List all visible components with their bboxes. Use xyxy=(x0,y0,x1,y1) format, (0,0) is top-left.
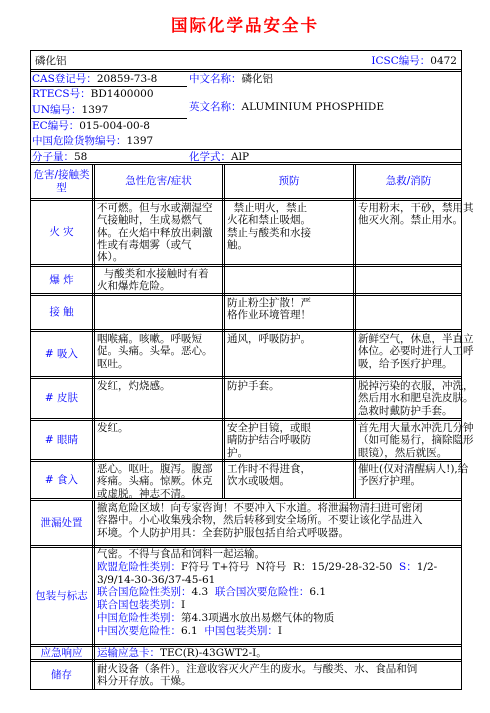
row-type-label: # 食入 xyxy=(44,473,79,486)
cell-line: 专用粉末，干砂，禁用其 xyxy=(358,202,474,214)
header-prevention-label: 预防 xyxy=(278,175,300,187)
cn-hazard xyxy=(97,612,459,625)
card-title: 国际化学品安全卡 xyxy=(171,16,319,35)
cell-line: 或虚脱。神志不清。 xyxy=(97,487,192,500)
cn-danger-number xyxy=(32,135,153,147)
cell-line: 不可燃。但与水或潮湿空 xyxy=(97,202,213,214)
cell-line: 火花和禁止吸烟。 xyxy=(227,214,311,227)
ec-label: EC编号： xyxy=(32,120,80,132)
rtecs-value: BD1400000 xyxy=(90,88,154,100)
row-type-label: # 皮肤 xyxy=(44,392,79,404)
cn-danger-label: 中国危险货物编号： xyxy=(32,135,127,147)
name-en-field xyxy=(189,101,384,113)
emergency-text xyxy=(95,647,461,659)
storage-label-text: 储存 xyxy=(51,669,72,681)
cell-line: （如可能易行，摘除隐形 xyxy=(358,434,474,447)
divider xyxy=(31,293,461,296)
icsc-value: 0472 xyxy=(430,55,457,67)
chemical-name: 磷化铝 xyxy=(35,55,67,67)
un-hazard-value: 4.3 xyxy=(191,586,215,599)
packaging-line1: 气密。不得与食品和饲料一起运输。 xyxy=(97,548,265,560)
un-packing xyxy=(97,599,459,612)
s-value: 1/2-3/9/14-30-36/37-45-61 xyxy=(97,560,438,586)
emergency-label-text: 应急响应 xyxy=(40,646,83,659)
un-number xyxy=(32,104,108,116)
name-en-label: 英文名称： xyxy=(189,101,242,113)
divider xyxy=(31,418,461,421)
cell-line: 吸，给予医疗护理。 xyxy=(358,357,453,370)
cell-line: 触。 xyxy=(227,238,248,251)
cell-line: 发红。 xyxy=(97,422,129,434)
row-type-label: 火 灾 xyxy=(49,226,74,238)
storage-label xyxy=(31,662,92,689)
cell-line: 禁止明火，禁止 xyxy=(227,202,308,214)
cn-pack-value: I xyxy=(277,624,283,637)
cell-line: 呕吐。 xyxy=(97,357,129,370)
row-firstaid-cell xyxy=(356,202,474,227)
cell-line: 护。 xyxy=(227,446,248,459)
row-type-label: 接 触 xyxy=(49,306,74,318)
un-pack-value: I xyxy=(181,599,186,612)
packaging-text xyxy=(95,548,461,638)
ec-value: 015-004-00-8 xyxy=(79,120,150,132)
row-hazard-cell xyxy=(95,202,222,263)
divider xyxy=(31,459,461,462)
cell-line: 禁止与酸类和水接 xyxy=(227,226,311,239)
header-hazard xyxy=(95,165,222,198)
cas-number xyxy=(32,73,157,85)
packaging-label xyxy=(31,548,92,644)
cell-line: 脱掉污染的衣服，冲洗， xyxy=(358,380,474,392)
cell-line: 饮水或吸烟。 xyxy=(227,475,290,488)
row-prevention-cell xyxy=(225,380,353,392)
cn-hazard-label: 中国危险性类别： xyxy=(97,611,181,624)
cell-line: 眼镜），然后就医。 xyxy=(358,446,448,459)
divider xyxy=(31,198,461,201)
cell-line: 予医疗护理。 xyxy=(358,475,421,488)
row-firstaid-cell xyxy=(356,463,469,488)
row-type-label: # 眼睛 xyxy=(44,433,79,446)
emergency-card-label: 运输应急卡： xyxy=(97,647,160,659)
cell-line: 火和爆炸危险。 xyxy=(97,280,171,293)
un-label: UN编号： xyxy=(32,104,82,116)
row-firstaid-cell xyxy=(356,333,474,370)
header-type-label: 危害/接触类型 xyxy=(33,168,90,194)
cell-line: 恶心。呕吐。腹泻。腹部 xyxy=(97,463,213,475)
cn-danger-value: 1397 xyxy=(126,135,154,147)
header-type xyxy=(31,165,92,198)
cell-line: 气接触时，生成易燃气 xyxy=(97,214,202,227)
text-line: 撤离危险区域！向专家咨询！不要冲入下水道。将泄漏物清扫进可密闭 xyxy=(97,502,423,514)
cell-line: 然后用水和肥皂洗皮肤。 xyxy=(358,392,474,405)
storage-text xyxy=(95,663,461,688)
cn-sub-value: 6.1 xyxy=(181,624,205,637)
cell-line: 咽喉痛。咳嗽。呼吸短 xyxy=(97,333,202,345)
text-line: 容器中。小心收集残余物，然后转移到安全场所。不要让该化学品进入 xyxy=(97,514,423,527)
un-pack-label: 联合国包装类别： xyxy=(97,599,181,612)
formula-value: AlP xyxy=(231,151,250,163)
divider xyxy=(31,329,461,332)
row-prevention-cell xyxy=(225,422,353,459)
ec-number xyxy=(32,120,150,132)
divider xyxy=(31,86,187,87)
cell-line: 促。头痛。头晕。恶心。 xyxy=(97,345,213,358)
divider xyxy=(31,69,461,72)
cell-line: 体）。 xyxy=(97,251,124,264)
cn-sub-packing xyxy=(97,625,459,638)
cell-line: 防护手套。 xyxy=(227,380,280,392)
cell-line: 性或有毒烟雾（或气 xyxy=(97,238,192,251)
un-value: 1397 xyxy=(81,104,109,116)
cell-line: 睛防护结合呼吸防 xyxy=(227,434,311,447)
cn-hazard-value: 第4.3项遇水放出易燃气体的物质 xyxy=(181,611,335,624)
cell-line: 疼痛。头痛。惊厥。休克 xyxy=(97,475,213,488)
header-firstaid xyxy=(356,165,461,198)
name-cn-field xyxy=(189,73,273,85)
un-hazard-label: 联合国危险性类别： xyxy=(97,586,192,599)
emergency-label xyxy=(31,647,92,659)
row-type-label: # 吸入 xyxy=(44,347,79,360)
header-hazard-label: 急性危害/症状 xyxy=(125,175,192,187)
emergency-card-value: TEC(R)-43GWT2-I。 xyxy=(160,647,267,659)
row-hazard-cell xyxy=(95,268,222,293)
icsc-number xyxy=(371,55,457,67)
divider xyxy=(31,376,461,379)
eu-value: F符号 T+符号 N符号 R：15/29-28-32-50 xyxy=(181,560,400,573)
header-prevention xyxy=(225,165,353,198)
row-prevention-cell xyxy=(225,297,353,322)
text-line: 环境。个人防护用具：全套防护服包括自给式呼吸器。 xyxy=(97,526,349,539)
cell-line: 发红，灼烧感。 xyxy=(97,380,171,392)
row-hazard-cell xyxy=(95,380,222,392)
cn-pack-label: 中国包装类别： xyxy=(204,624,278,637)
cell-line: 急救时戴防护手套。 xyxy=(358,404,453,417)
row-hazard-cell xyxy=(95,463,222,500)
cas-value: 20859-73-8 xyxy=(96,73,158,85)
s-label: S： xyxy=(399,560,417,573)
un-sub-label: 联合国次要危险性： xyxy=(214,586,310,599)
rtecs-number xyxy=(32,88,154,100)
cell-line: 他灭火剂。禁止用水。 xyxy=(358,214,463,227)
packaging-label-text: 包装与标志 xyxy=(35,589,88,602)
cell-line: 体位。必要时进行人工呼 xyxy=(358,345,474,358)
cell-line: 新鲜空气，休息，半直立 xyxy=(358,333,474,345)
cell-line: 催吐(仅对清醒病人!),给 xyxy=(358,463,469,475)
mw-value: 58 xyxy=(74,151,88,163)
cas-label: CAS登记号： xyxy=(32,73,97,85)
formula-label: 化学式： xyxy=(189,151,231,163)
cell-line: 体。在火焰中释放出刺激 xyxy=(97,226,213,239)
un-hazard xyxy=(97,586,459,599)
icsc-label: ICSC编号： xyxy=(371,55,431,67)
row-hazard-cell xyxy=(95,333,222,370)
divider xyxy=(31,659,461,662)
cell-line: 格作业环境管理！ xyxy=(227,309,311,322)
row-firstaid-cell xyxy=(356,422,474,459)
spill-label-text: 泄漏处置 xyxy=(40,516,83,529)
row-firstaid-cell xyxy=(356,380,474,417)
eu-classification xyxy=(97,561,459,587)
safety-card xyxy=(30,50,474,690)
divider xyxy=(31,118,187,119)
row-hazard-cell xyxy=(95,422,222,434)
cell-line: 与酸类和水接触时有着 xyxy=(97,268,209,280)
text-line: 耐火设备（条件）。注意收容灭火产生的废水。与酸类、水、食品和饲 xyxy=(97,663,418,675)
cell-line: 防止粉尘扩散！严 xyxy=(227,297,311,309)
text-line: 料分开存放。干燥。 xyxy=(97,675,192,688)
mw-label: 分子量： xyxy=(32,151,74,163)
cell-line: 首先用大量水冲洗几分钟 xyxy=(358,422,474,434)
eu-label: 欧盟危险性类别： xyxy=(97,560,181,573)
rtecs-label: RTECS号： xyxy=(32,88,91,100)
spill-label xyxy=(31,501,92,545)
divider xyxy=(31,149,461,150)
cell-line: 通风，呼吸防护。 xyxy=(227,333,311,345)
row-type-label: 爆 炸 xyxy=(49,273,74,286)
name-en-value: ALUMINIUM PHOSPHIDE xyxy=(241,101,384,113)
row-prevention-cell xyxy=(225,463,353,488)
name-cn-value: 磷化铝 xyxy=(241,73,273,85)
divider xyxy=(31,264,461,267)
name-cn-label: 中文名称： xyxy=(189,73,242,85)
spill-text xyxy=(95,502,461,539)
cn-sub-label: 中国次要危险性： xyxy=(97,624,181,637)
row-prevention-cell xyxy=(225,202,353,251)
cell-line: 工作时不得进食， xyxy=(227,463,311,475)
row-prevention-cell xyxy=(225,333,353,345)
cell-line: 安全护目镜，或眼 xyxy=(227,422,311,434)
un-sub-value: 6.1 xyxy=(309,586,327,599)
header-firstaid-label: 急救/消防 xyxy=(385,175,432,187)
